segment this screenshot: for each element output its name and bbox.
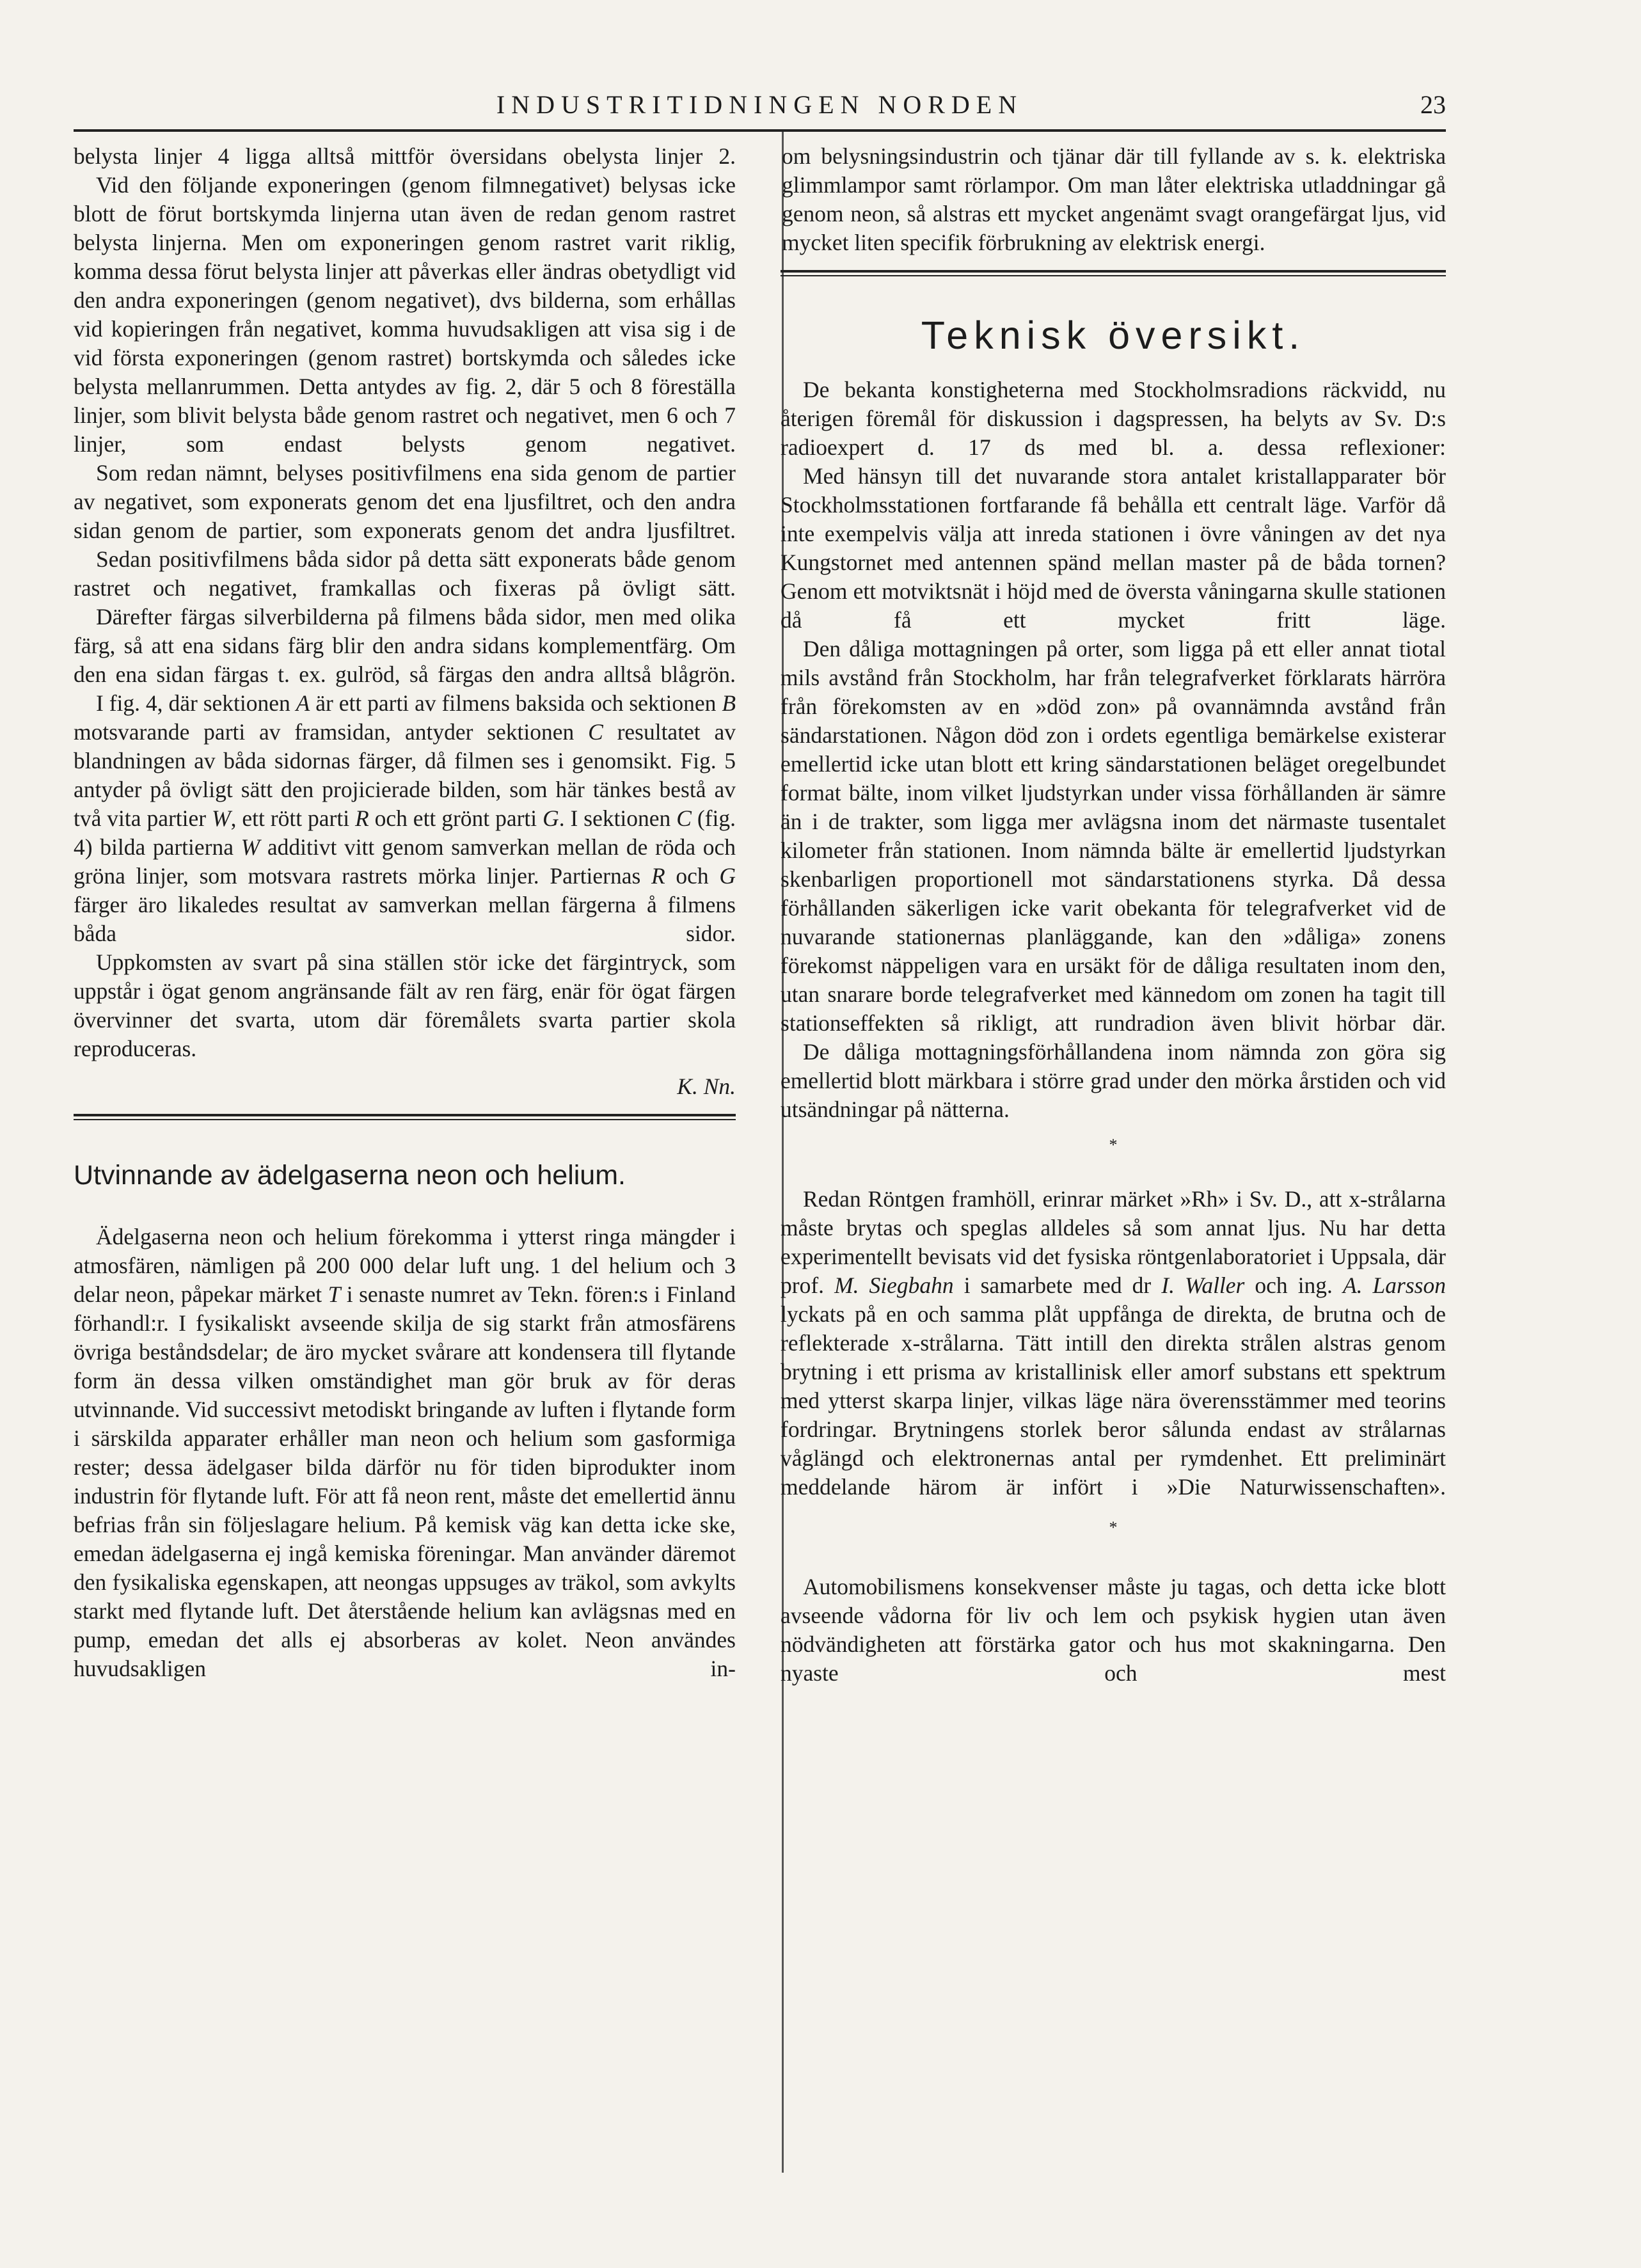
- page-number: 23: [1420, 90, 1446, 119]
- author-signature: K. Nn.: [677, 1074, 736, 1099]
- paragraph: Redan Röntgen framhöll, erinrar märket »Rh» i Sv. D., att x-strålarna måste brytas och speglas alldeles så som annat ljus. Nu har detta experimentellt bevisats vid det fysiska röntgenlaboratoriet i Uppsala, där prof. M. Siegbahn i samarbete med dr I. Waller och ing. A. Larsson lyckats på en och samma plåt uppfånga de direkta, de brutna och de reflekterade x-strålarna. Tätt intill den direkta strålen alstras genom brytning i ett prisma av kristallinisk eller amorf substans ett spektrum med ytterst skarpa linjer, vilkas läge nära överensstämmer med teorins fordringar. Brytningens storlek beror sålunda endast av strålarnas våglängd och elektronernas antal per rymdenhet. Ett preliminärt meddelande härom är infört i »Die Naturwissenschaften».: [781, 1186, 1446, 1500]
- section-title: Teknisk översikt.: [921, 313, 1306, 357]
- paragraph: Vid den följande exponeringen (genom filmnegativet) belysas icke blott de förut bortskymda linjerna utan även de redan genom rastret belysta linjerna. Men om exponeringen genom rastret varit riklig, komma dessa förut belysta linjer att påverkas eller ändras obetydligt vid den andra exponeringen (genom negativet), dvs bilderna, som erhållas vid kopieringen från negativet, komma huvudsakligen att visa sig i de vid första exponeringen (genom rastret) bortskymda och således icke belysta mellanrummen. Detta antydes av fig. 2, där 5 och 8 föreställa linjer, som blivit belysta både genom rastret och negativet, men 6 och 7 linjer, som endast belysts genom negativet.: [74, 172, 736, 457]
- paragraph: I fig. 4, där sektionen A är ett parti av filmens baksida och sektionen B motsvarande parti av framsidan, antyder sektionen C resultatet av blandningen av båda sidornas färger, då filmen ses i genomsikt. Fig. 5 antyder på övligt sätt den projicierade bilden, som här tänkes bestå av två vita partier W, ett rött parti R och ett grönt parti G. I sektionen C (fig. 4) bilda partierna W additivt vitt genom samverkan mellan de röda och gröna linjer, som motsvara rastrets mörka linjer. Partiernas R och G färger äro likaledes resultat av samverkan mellan färgerna å filmens båda sidor.: [74, 690, 736, 946]
- running-title: INDUSTRITIDNINGEN NORDEN: [496, 90, 1024, 119]
- header-rule: [74, 129, 1446, 132]
- paragraph: De dåliga mottagningsförhållandena inom nämnda zon göra sig emellertid blott märkbara i större grad under den mörka årstiden och vid utsändningar på nätterna.: [781, 1039, 1446, 1122]
- separator-star: *: [1109, 1136, 1118, 1154]
- paragraph: Automobilismens konsekvenser måste ju tagas, och detta icke blott avseende vådorna för liv och lem och psykisk hygien utan även nödvändigheten att förstärka gator och hus mot skakningarna. Den nyaste och mest: [781, 1574, 1446, 1686]
- right-column: [781, 142, 1446, 1688]
- paragraph: om belysningsindustrin och tjänar där till fyllande av s. k. elektriska glimmlampor samt rörlampor. Om man låter elektriska utladdningar gå genom neon, så alstras ett mycket angenämt svagt orangefärgat ljus, vid mycket liten specifik förbrukning av elektrisk energi.: [782, 143, 1446, 255]
- section-rule: [781, 270, 1446, 276]
- paragraph: Den dåliga mottagningen på orter, som ligga på ett eller annat tiotal mils avstånd från Stockholm, har från telegrafverket förklarats härröra från förekomsten av en »död zon» på ovannämnda avstånd från sändarstationen. Någon död zon i ordets egentliga bemärkelse existerar emellertid icke utan blott ett kring sändarstationen beläget oregelbundet format bälte, inom vilket ljudstyrkan under vissa förhållanden är sämre än i de trakter, som ligga mer avlägsna inom det närmaste tusentalet kilometer från stationen. Inom nämnda bälte är emellertid ljudstyrkan skenbarligen proportionell mot sändarstationens styrka. Då dessa förhållanden säkerligen icke varit obekanta för telegrafverket vid de nuvarande stationernas planläggande, kan den »dåliga» zonens förekomst näppeligen vara en ursäkt för de dåliga resultaten inom den, utan snarare borde telegrafverket med kännedom om zonen ha tagit till stationseffekten så rikligt, att rundradion även blivit hörbar där.: [781, 636, 1446, 1036]
- paragraph: Uppkomsten av svart på sina ställen stör icke det färgintryck, som uppstår i ögat genom angränsande fält av ren färg, enär för ögat färgen övervinner det svarta, utom där föremålets svarta partier skola reproduceras.: [74, 949, 736, 1061]
- page-header: [74, 90, 1446, 128]
- section-rule: [74, 1114, 736, 1120]
- paragraph: De bekanta konstigheterna med Stockholmsradions räckvidd, nu återigen föremål för diskussion i dagspressen, ha belyts av Sv. D:s radioexpert d. 17 ds med bl. a. dessa reflexioner:: [781, 377, 1446, 460]
- article-title: Utvinnande av ädelgaserna neon och helium.: [74, 1160, 626, 1191]
- paragraph: Med hänsyn till det nuvarande stora antalet kristallapparater bör Stockholmsstationen fortfarande få behålla ett centralt läge. Varför då inte exempelvis välja att inreda stationen i övre våningen av det nya Kungstornet med antennen spänd mellan master på de båda tornen? Genom ett motviktsnät i höjd med de översta våningarna skulle stationen då få ett mycket fritt läge.: [781, 463, 1446, 633]
- separator-star: *: [1109, 1518, 1118, 1537]
- paragraph: Som redan nämnt, belyses positivfilmens ena sida genom de partier av negativet, som exponerats genom det ena ljusfiltret, och den andra sidan genom de partier, som exponerats genom det andra ljusfiltret.: [74, 460, 736, 543]
- paragraph: Därefter färgas silverbilderna på filmens båda sidor, men med olika färg, så att ena sidans färg blir den andra sidans komplementfärg. Om den ena sidan färgas t. ex. gulröd, så färgas den andra alltså blågrön.: [74, 604, 736, 687]
- left-column: [74, 142, 736, 1683]
- paragraph: Ädelgaserna neon och helium förekomma i ytterst ringa mängder i atmosfären, nämligen på 200 000 delar luft ung. 1 del helium och 3 delar neon, påpekar märket T i senaste numret av Tekn. fören:s i Finland förhandl:r. I fysikaliskt avseende skilja de sig starkt från atmosfärens övriga beståndsdelar; de äro mycket svårare att kondensera till flytande form än dessa vilken omständighet man gör bruk av för deras utvinnande. Vid successivt metodiskt bringande av luften i flytande form i särskilda apparater erhåller man neon och helium som gasformiga rester; dessa ädelgaser bilda därför nu för tiden biprodukter inom industrin för flytande luft. För att få neon rent, måste det emellertid ännu befrias från sin följeslagare helium. På kemisk väg kan detta icke ske, emedan ädelgaserna ej ingå kemiska föreningar. Man använder däremot den fysikaliska egenskapen, att neongas uppsuges av träkol, som avkylts starkt med flytande luft. Det återstående helium kan avlägsnas med en pump, emedan det alls ej absorberas av kolet. Neon användes huvudsakligen in-: [74, 1224, 736, 1681]
- paragraph: belysta linjer 4 ligga alltså mittför översidans obelysta linjer 2.: [74, 143, 736, 169]
- paragraph: Sedan positivfilmens båda sidor på detta sätt exponerats både genom rastret och negativet, framkallas och fixeras på övligt sätt.: [74, 546, 736, 601]
